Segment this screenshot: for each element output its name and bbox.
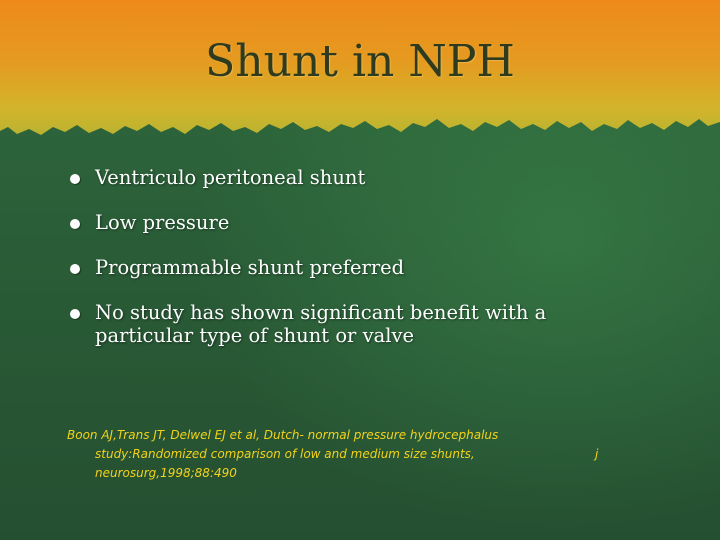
- bullet-text: Programmable shunt preferred: [95, 256, 405, 279]
- bullet-item: [68, 301, 648, 347]
- bullet-item: [68, 256, 648, 279]
- bullet-dot-icon: [70, 309, 80, 319]
- bullet-item: [68, 166, 648, 189]
- reference-citation: [67, 426, 627, 483]
- slide-title: Shunt in NPH: [205, 36, 515, 87]
- bullet-text: Low pressure: [95, 211, 230, 234]
- bullet-dot-icon: [70, 264, 80, 274]
- bullet-item: [68, 211, 648, 234]
- reference-line-1: Boon AJ,Trans JT, Delwel EJ et al, Dutch- normal pressure hydrocephalus: [67, 428, 499, 442]
- reference-line-2: study:Randomized comparison of low and medium size shunts,: [95, 447, 475, 461]
- bullet-text: Ventriculo peritoneal shunt: [95, 166, 366, 189]
- bullet-text: No study has shown significant benefit with a particular type of shunt or valve: [95, 301, 547, 347]
- bullet-list: [68, 166, 648, 369]
- reference-line-2-tail: j: [595, 447, 599, 461]
- bullet-dot-icon: [70, 219, 80, 229]
- reference-line-3: neurosurg,1998;88:490: [95, 466, 237, 480]
- bullet-dot-icon: [70, 174, 80, 184]
